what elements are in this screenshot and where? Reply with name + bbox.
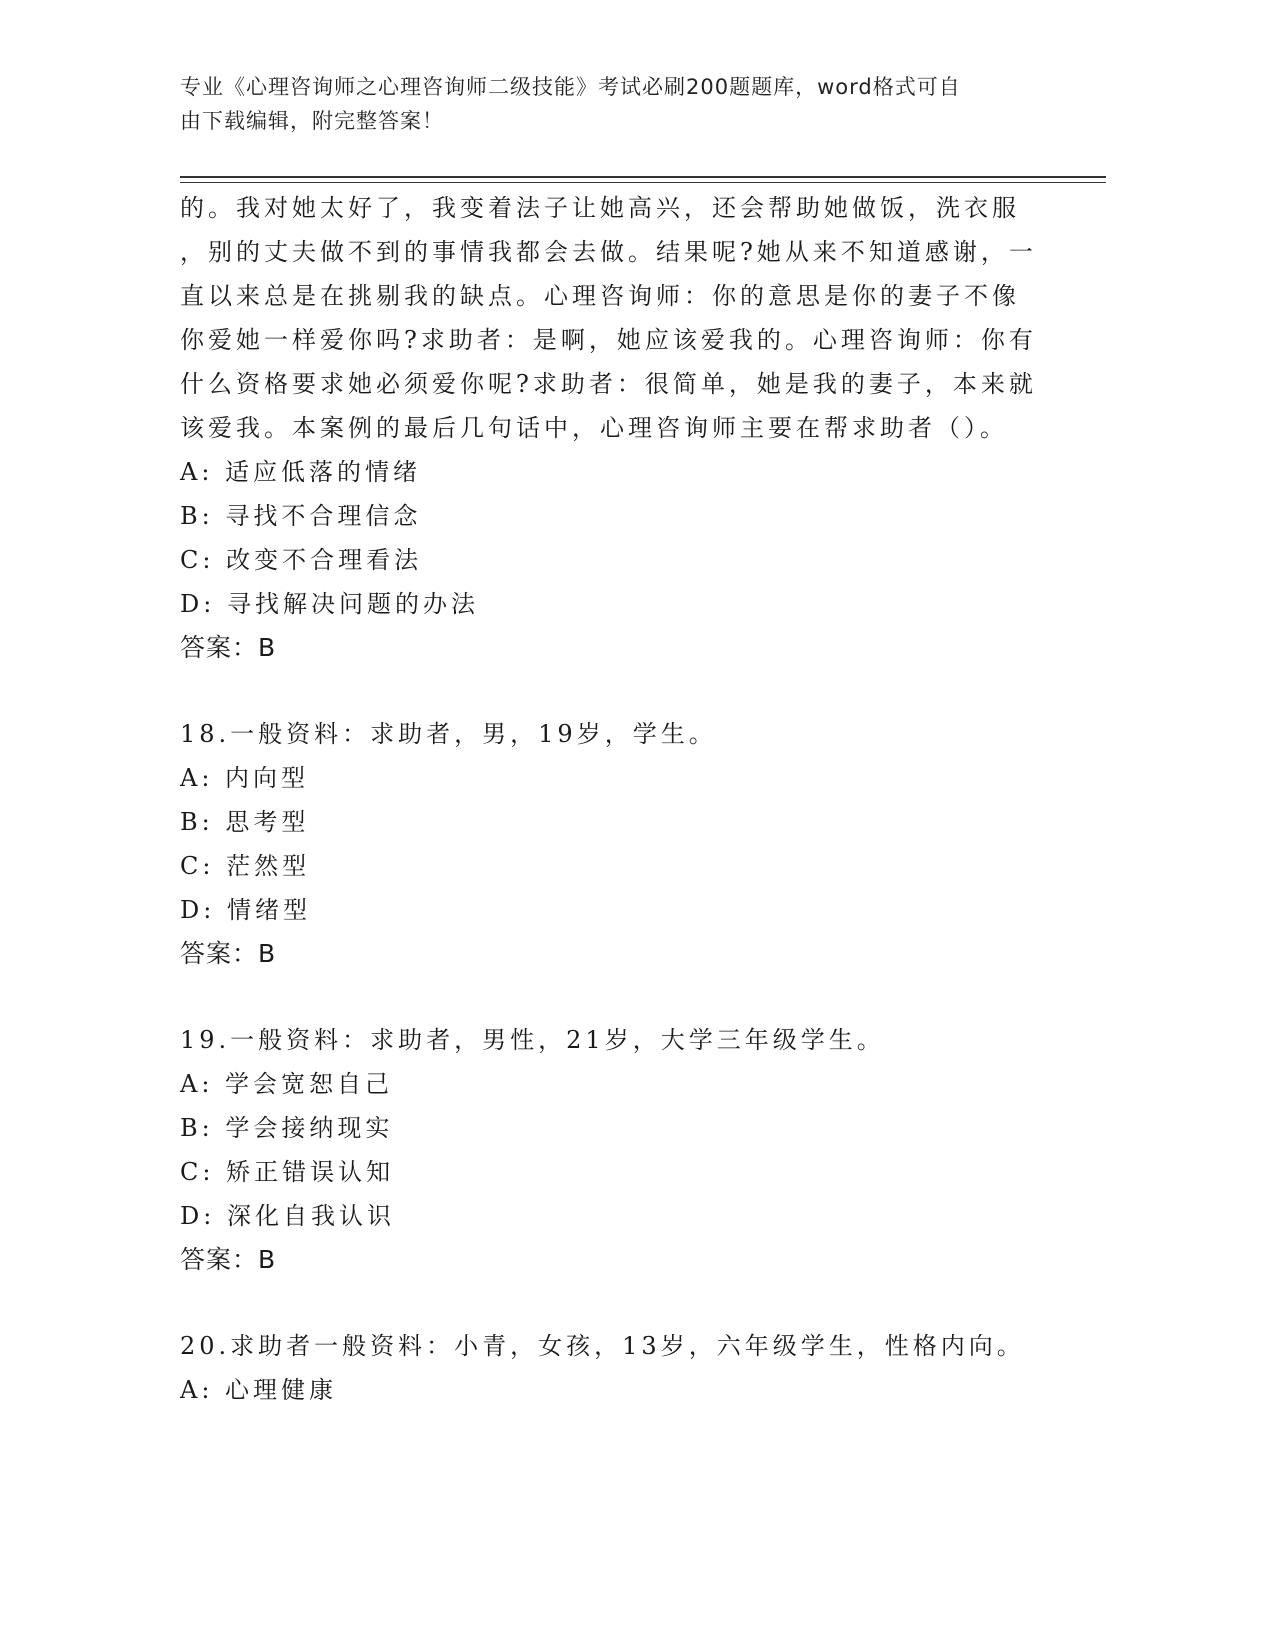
option-d: D: 情绪型 bbox=[180, 896, 311, 924]
answer-line: 答案：B bbox=[180, 1245, 277, 1274]
option-a: A: 适应低落的情绪 bbox=[180, 458, 422, 486]
option-c: C: 茫然型 bbox=[180, 852, 311, 880]
header-rule-thick bbox=[180, 176, 1106, 178]
option-a: A: 心理健康 bbox=[180, 1376, 338, 1404]
question-stem-line: ，别的丈夫做不到的事情我都会去做。结果呢?她从来不知道感谢，一 bbox=[180, 238, 1037, 266]
answer-line: 答案：B bbox=[180, 939, 277, 968]
option-d: D: 深化自我认识 bbox=[180, 1202, 395, 1230]
option-b: B: 思考型 bbox=[180, 808, 310, 836]
spacer bbox=[180, 670, 1050, 712]
option-c: C: 矫正错误认知 bbox=[180, 1158, 395, 1186]
answer-line: 答案：B bbox=[180, 633, 277, 662]
question-stem-line: 的。我对她太好了，我变着法子让她高兴，还会帮助她做饭，洗衣服 bbox=[180, 194, 1020, 222]
question-stem: 19.一般资料：求助者，男性，21岁，大学三年级学生。 bbox=[180, 1026, 885, 1054]
option-b: B: 学会接纳现实 bbox=[180, 1114, 394, 1142]
document-body bbox=[180, 186, 1050, 1412]
header-line-2: 由下载编辑，附完整答案！ bbox=[180, 109, 444, 133]
question-stem: 20.求助者一般资料：小青，女孩，13岁，六年级学生，性格内向。 bbox=[180, 1332, 1025, 1360]
header-line-1: 专业《心理咨询师之心理咨询师二级技能》考试必刷200题题库，word格式可自 bbox=[180, 75, 961, 99]
question-stem-line: 该爱我。本案例的最后几句话中，心理咨询师主要在帮求助者（）。 bbox=[180, 414, 1008, 442]
option-a: A: 内向型 bbox=[180, 764, 310, 792]
question-stem-line: 你爱她一样爱你吗?求助者：是啊，她应该爱我的。心理咨询师：你有 bbox=[180, 326, 1037, 354]
option-a: A: 学会宽恕自己 bbox=[180, 1070, 394, 1098]
question-18 bbox=[180, 712, 1050, 976]
question-stem-line: 什么资格要求她必须爱你呢?求助者：很简单，她是我的妻子，本来就 bbox=[180, 370, 1037, 398]
header-rule-thin bbox=[180, 182, 1106, 183]
option-b: B: 寻找不合理信念 bbox=[180, 502, 422, 530]
spacer bbox=[180, 1282, 1050, 1324]
option-c: C: 改变不合理看法 bbox=[180, 546, 423, 574]
spacer bbox=[180, 976, 1050, 1018]
document-header bbox=[180, 70, 1030, 138]
question-stem: 18.一般资料：求助者，男，19岁，学生。 bbox=[180, 720, 717, 748]
option-d: D: 寻找解决问题的办法 bbox=[180, 590, 479, 618]
question-17 bbox=[180, 186, 1050, 670]
question-19 bbox=[180, 1018, 1050, 1282]
question-stem-line: 直以来总是在挑剔我的缺点。心理咨询师：你的意思是你的妻子不像 bbox=[180, 282, 1020, 310]
question-20 bbox=[180, 1324, 1050, 1412]
